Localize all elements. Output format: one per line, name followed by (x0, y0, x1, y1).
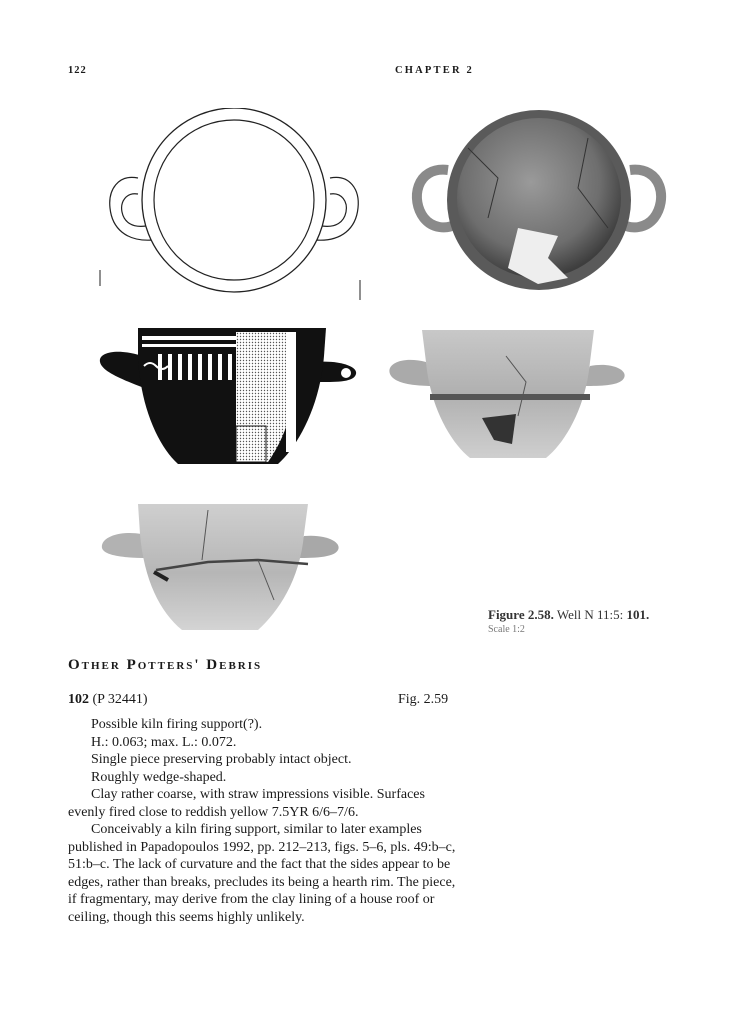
caption-label: Figure 2.58. (488, 607, 554, 622)
top-view-photo (408, 108, 670, 294)
chapter-heading: CHAPTER 2 (395, 65, 475, 76)
figure-caption (488, 607, 649, 623)
profile-drawing (98, 326, 360, 466)
paragraph: Roughly wedge-shaped. (91, 769, 227, 785)
catalog-entry-heading (68, 692, 148, 708)
caption-text: Well N 11:5: (556, 607, 624, 622)
paragraph: Single piece preserving probably intact object. (91, 752, 352, 767)
page-number: 122 (68, 65, 87, 76)
caption-number: 101. (626, 607, 650, 622)
profile-photo-side (98, 500, 342, 634)
section-title: Other Potters' Debris (68, 657, 263, 673)
paragraph: Clay rather coarse, with straw impressions visible. Surfaces evenly fired close to reddish yellow 7.5YR 6/6–7/6. (68, 787, 425, 820)
paragraph: Conceivably a kiln firing support, similar to later examples published in Papadopoulos 1992, pp. 212–213, figs. 5–6, pls. 49:b–c, 51:b–c. The lack of curvature and the fact that the sides appear to be edges, rather than breaks, precludes its being a hearth rim. The piece, if fragmentary, may derive from the clay lining of a house roof or ceiling, though this seems highly unlikely. (68, 822, 456, 925)
catalog-number: 102 (68, 692, 89, 707)
inventory-number: (P 32441) (92, 692, 148, 707)
top-view-drawing (98, 108, 370, 304)
figure-reference: Fig. 2.59 (398, 692, 449, 707)
paragraph: H.: 0.063; max. L.: 0.072. (91, 734, 237, 750)
paragraph: Possible kiln firing support(?). (91, 717, 263, 732)
profile-photo-front (386, 326, 630, 462)
catalog-description (68, 716, 460, 926)
figure-scale: Scale 1:2 (488, 624, 525, 635)
